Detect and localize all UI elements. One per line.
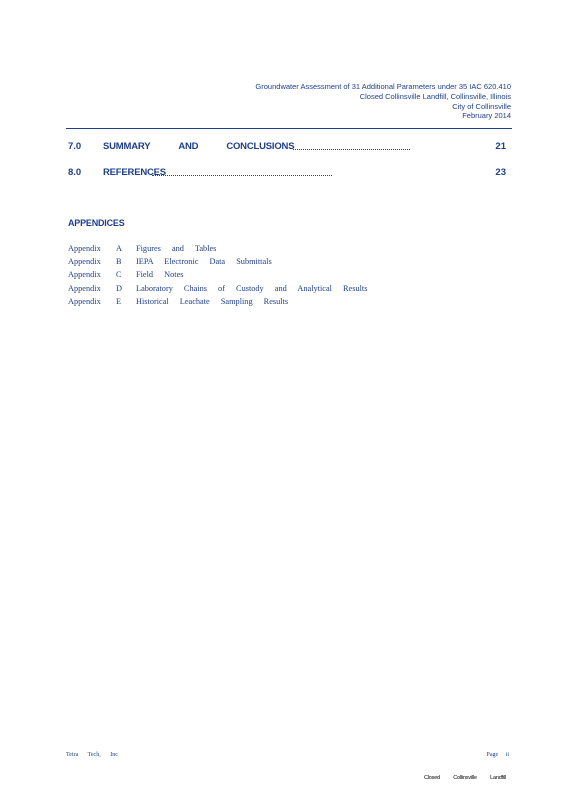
appendix-letter: D [116,283,122,293]
toc-leader-dots [293,149,410,150]
appendix-description: IEPA Electronic Data Submittals [136,257,272,267]
appendix-description: Figures and Tables [136,244,217,253]
appendix-letter: B [116,257,122,267]
toc-title-word: AND [178,141,199,152]
document-header [171,82,511,121]
header-client-line: City of Collinsville [452,101,511,111]
toc-section-number: 7.0 [68,141,82,152]
toc-section-title [103,167,166,178]
appendix-description: Historical Leachate Sampling Results [136,296,289,306]
appendix-letter: C [116,270,122,280]
header-divider [66,128,512,129]
footer-page-number: Page ii [486,752,509,758]
toc-entry-summary[interactable] [68,141,506,153]
footer-site-name: Closed Collinsville Landfill [424,775,506,781]
toc-leader-dots [152,175,332,176]
appendix-label: Appendix [68,283,101,293]
toc-title-word: CONCLUSIONS [226,141,295,152]
appendix-letter: E [116,296,122,306]
appendix-label: Appendix [68,257,101,267]
header-site-line: Closed Collinsville Landfill, Collinsville, Illinois [359,91,511,101]
toc-title-word: REFERENCES [103,167,166,178]
header-title-line: Groundwater Assessment of 31 Additional Parameters under 35 IAC 620.410 [255,82,511,91]
appendix-description: Laboratory Chains of Custody and Analytical Results [136,283,368,293]
appendix-letter: A [116,244,122,253]
header-date-line: February 2014 [462,111,511,121]
toc-entry-references[interactable] [68,167,506,179]
toc-section-title [103,141,322,152]
toc-page-number: 23 [495,167,506,178]
footer-company: Tetra Tech, Inc [66,752,118,758]
toc-section-number: 8.0 [68,167,82,178]
appendices-heading: APPENDICES [68,218,125,228]
appendix-label: Appendix [68,244,101,253]
appendix-label: Appendix [68,270,101,280]
appendix-description: Field Notes [136,270,184,280]
toc-title-word: SUMMARY [103,141,151,152]
appendix-label: Appendix [68,296,101,306]
toc-page-number: 21 [495,141,506,152]
